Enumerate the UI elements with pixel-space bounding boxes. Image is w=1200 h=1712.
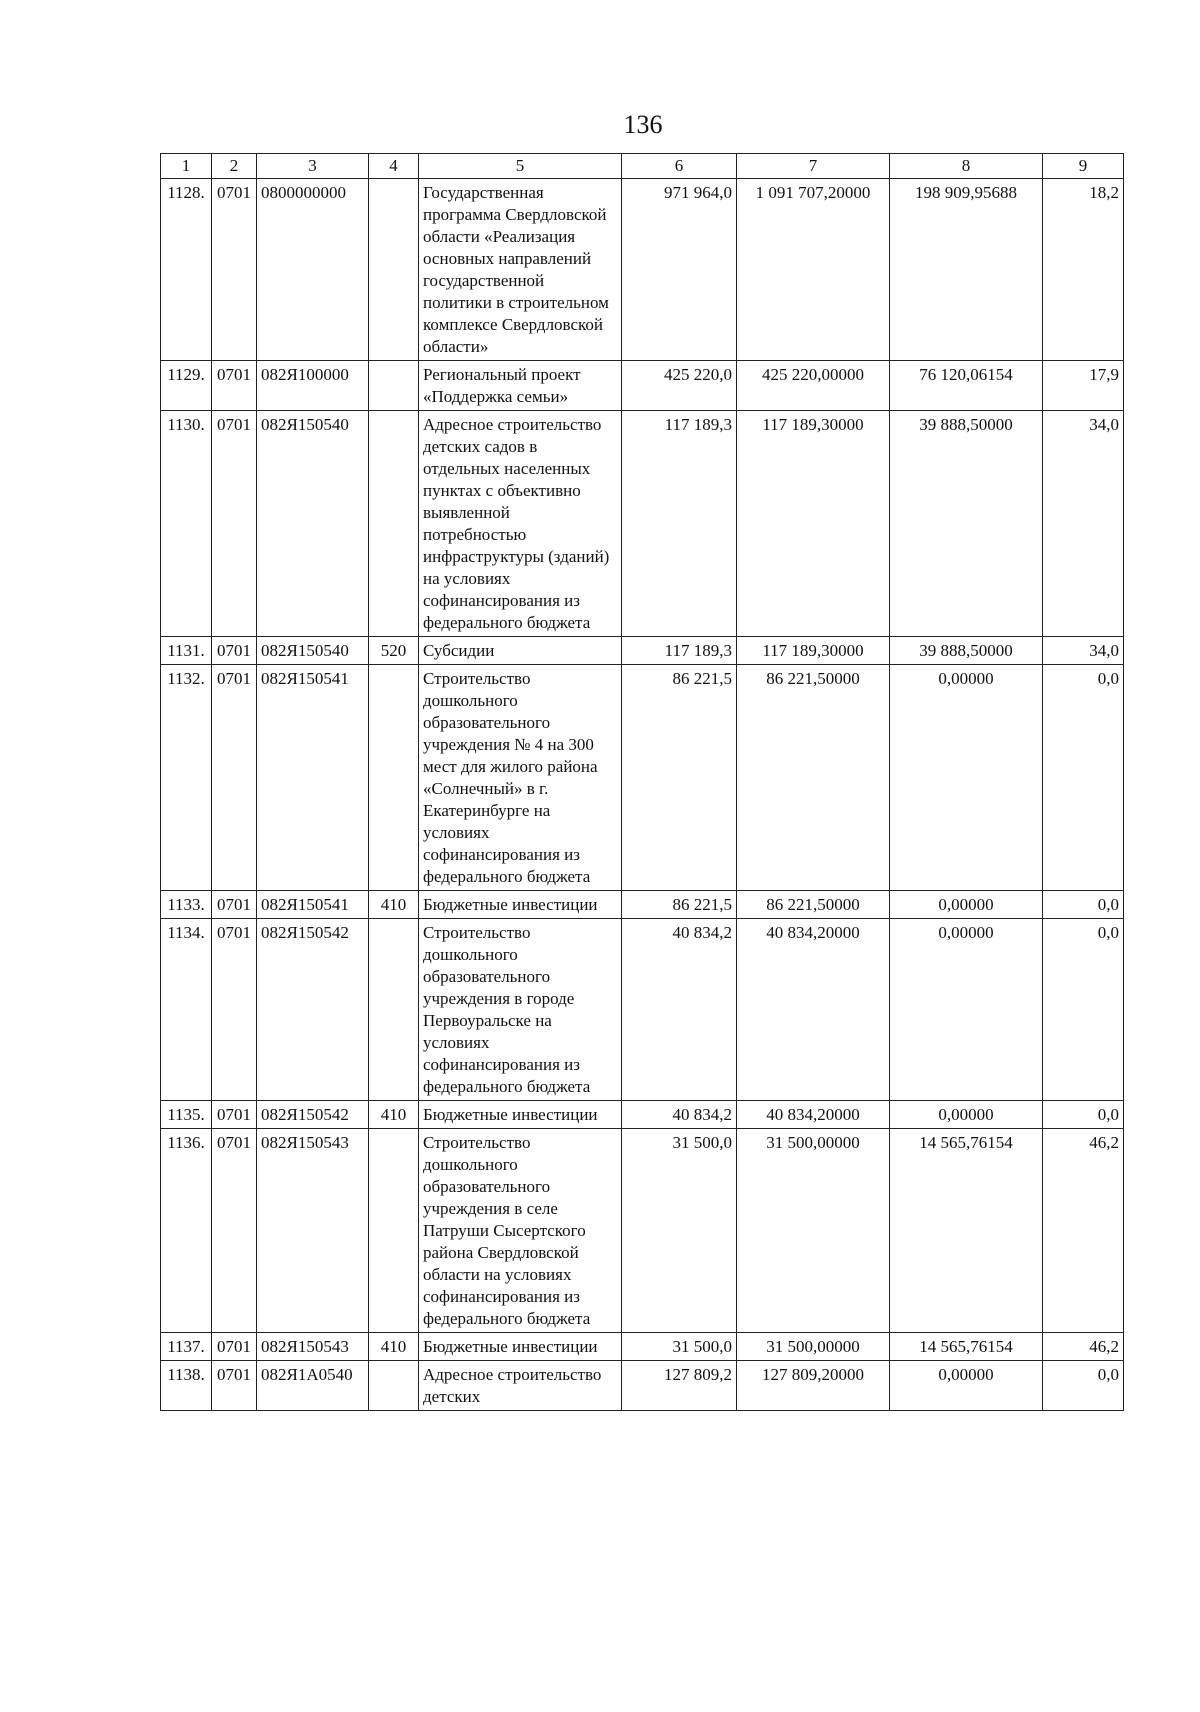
target-code: 0800000000 — [257, 179, 369, 361]
header-cell-6: 6 — [622, 154, 737, 179]
section-code: 0701 — [212, 919, 257, 1101]
section-code: 0701 — [212, 637, 257, 665]
approved-amount: 31 500,0 — [622, 1129, 737, 1333]
approved-amount: 86 221,5 — [622, 665, 737, 891]
approved-amount: 127 809,2 — [622, 1361, 737, 1411]
row-number: 1138. — [161, 1361, 212, 1411]
row-number: 1130. — [161, 411, 212, 637]
table-row — [161, 665, 1124, 891]
table-row — [161, 1129, 1124, 1333]
section-code: 0701 — [212, 665, 257, 891]
execution-percent: 17,9 — [1043, 361, 1124, 411]
target-code: 082Я150541 — [257, 891, 369, 919]
header-cell-2: 2 — [212, 154, 257, 179]
item-name: Строительство дошкольного образовательного учреждения в селе Патруши Сысертского района Свердловской области на условиях софинансирования из федерального бюджета — [419, 1129, 622, 1333]
table-row — [161, 919, 1124, 1101]
approved-amount: 86 221,5 — [622, 891, 737, 919]
budget-amount: 40 834,20000 — [737, 1101, 890, 1129]
budget-amount: 117 189,30000 — [737, 637, 890, 665]
expense-kind-code — [369, 361, 419, 411]
budget-amount: 31 500,00000 — [737, 1129, 890, 1333]
header-row — [161, 154, 1124, 179]
table-body — [161, 179, 1124, 1411]
budget-amount: 1 091 707,20000 — [737, 179, 890, 361]
executed-amount: 0,00000 — [890, 665, 1043, 891]
expense-kind-code — [369, 1129, 419, 1333]
section-code: 0701 — [212, 179, 257, 361]
item-name: Региональный проект «Поддержка семьи» — [419, 361, 622, 411]
section-code: 0701 — [212, 891, 257, 919]
executed-amount: 14 565,76154 — [890, 1333, 1043, 1361]
approved-amount: 117 189,3 — [622, 411, 737, 637]
row-number: 1128. — [161, 179, 212, 361]
header-cell-4: 4 — [369, 154, 419, 179]
row-number: 1135. — [161, 1101, 212, 1129]
table-row — [161, 1361, 1124, 1411]
executed-amount: 76 120,06154 — [890, 361, 1043, 411]
header-cell-1: 1 — [161, 154, 212, 179]
target-code: 082Я150541 — [257, 665, 369, 891]
item-name: Государственная программа Свердловской области «Реализация основных направлений государственной политики в строительном комплексе Свердловской области» — [419, 179, 622, 361]
header-cell-8: 8 — [890, 154, 1043, 179]
item-name: Бюджетные инвестиции — [419, 1333, 622, 1361]
table-row — [161, 411, 1124, 637]
header-cell-7: 7 — [737, 154, 890, 179]
budget-amount: 127 809,20000 — [737, 1361, 890, 1411]
table-row — [161, 637, 1124, 665]
execution-percent: 34,0 — [1043, 637, 1124, 665]
target-code: 082Я1А0540 — [257, 1361, 369, 1411]
item-name: Бюджетные инвестиции — [419, 1101, 622, 1129]
approved-amount: 425 220,0 — [622, 361, 737, 411]
budget-amount: 425 220,00000 — [737, 361, 890, 411]
item-name: Субсидии — [419, 637, 622, 665]
row-number: 1134. — [161, 919, 212, 1101]
item-name: Строительство дошкольного образовательного учреждения в городе Первоуральске на условиях софинансирования из федерального бюджета — [419, 919, 622, 1101]
row-number: 1131. — [161, 637, 212, 665]
section-code: 0701 — [212, 1101, 257, 1129]
execution-percent: 46,2 — [1043, 1333, 1124, 1361]
section-code: 0701 — [212, 1361, 257, 1411]
table-row — [161, 1333, 1124, 1361]
expense-kind-code — [369, 919, 419, 1101]
table-header — [161, 154, 1124, 179]
execution-percent: 0,0 — [1043, 891, 1124, 919]
execution-percent: 46,2 — [1043, 1129, 1124, 1333]
approved-amount: 40 834,2 — [622, 919, 737, 1101]
budget-amount: 40 834,20000 — [737, 919, 890, 1101]
item-name: Бюджетные инвестиции — [419, 891, 622, 919]
expense-kind-code — [369, 411, 419, 637]
table-row — [161, 179, 1124, 361]
header-cell-9: 9 — [1043, 154, 1124, 179]
execution-percent: 34,0 — [1043, 411, 1124, 637]
row-number: 1129. — [161, 361, 212, 411]
item-name: Адресное строительство детских — [419, 1361, 622, 1411]
table-row — [161, 361, 1124, 411]
row-number: 1136. — [161, 1129, 212, 1333]
budget-amount: 31 500,00000 — [737, 1333, 890, 1361]
item-name: Адресное строительство детских садов в отдельных населенных пунктах с объективно выявленной потребностью инфраструктуры (зданий) на условиях софинансирования из федерального бюджета — [419, 411, 622, 637]
target-code: 082Я150540 — [257, 637, 369, 665]
approved-amount: 40 834,2 — [622, 1101, 737, 1129]
executed-amount: 39 888,50000 — [890, 411, 1043, 637]
execution-percent: 0,0 — [1043, 1101, 1124, 1129]
executed-amount: 0,00000 — [890, 1361, 1043, 1411]
executed-amount: 0,00000 — [890, 919, 1043, 1101]
row-number: 1132. — [161, 665, 212, 891]
expense-kind-code: 410 — [369, 891, 419, 919]
budget-amount: 117 189,30000 — [737, 411, 890, 637]
target-code: 082Я100000 — [257, 361, 369, 411]
table-row — [161, 891, 1124, 919]
expense-kind-code: 520 — [369, 637, 419, 665]
executed-amount: 0,00000 — [890, 891, 1043, 919]
budget-table — [160, 153, 1124, 1411]
budget-amount: 86 221,50000 — [737, 891, 890, 919]
target-code: 082Я150543 — [257, 1333, 369, 1361]
executed-amount: 14 565,76154 — [890, 1129, 1043, 1333]
expense-kind-code: 410 — [369, 1101, 419, 1129]
section-code: 0701 — [212, 1333, 257, 1361]
expense-kind-code — [369, 179, 419, 361]
execution-percent: 0,0 — [1043, 1361, 1124, 1411]
page-number: 136 — [623, 110, 663, 139]
execution-percent: 0,0 — [1043, 919, 1124, 1101]
row-number: 1133. — [161, 891, 212, 919]
target-code: 082Я150543 — [257, 1129, 369, 1333]
approved-amount: 971 964,0 — [622, 179, 737, 361]
section-code: 0701 — [212, 411, 257, 637]
expense-kind-code: 410 — [369, 1333, 419, 1361]
section-code: 0701 — [212, 1129, 257, 1333]
target-code: 082Я150540 — [257, 411, 369, 637]
target-code: 082Я150542 — [257, 919, 369, 1101]
budget-amount: 86 221,50000 — [737, 665, 890, 891]
target-code: 082Я150542 — [257, 1101, 369, 1129]
header-cell-3: 3 — [257, 154, 369, 179]
expense-kind-code — [369, 1361, 419, 1411]
executed-amount: 198 909,95688 — [890, 179, 1043, 361]
approved-amount: 31 500,0 — [622, 1333, 737, 1361]
item-name: Строительство дошкольного образовательного учреждения № 4 на 300 мест для жилого района «Солнечный» в г. Екатеринбурге на условиях софинансирования из федерального бюджета — [419, 665, 622, 891]
section-code: 0701 — [212, 361, 257, 411]
execution-percent: 0,0 — [1043, 665, 1124, 891]
table-row — [161, 1101, 1124, 1129]
execution-percent: 18,2 — [1043, 179, 1124, 361]
row-number: 1137. — [161, 1333, 212, 1361]
executed-amount: 0,00000 — [890, 1101, 1043, 1129]
approved-amount: 117 189,3 — [622, 637, 737, 665]
header-cell-5: 5 — [419, 154, 622, 179]
executed-amount: 39 888,50000 — [890, 637, 1043, 665]
expense-kind-code — [369, 665, 419, 891]
